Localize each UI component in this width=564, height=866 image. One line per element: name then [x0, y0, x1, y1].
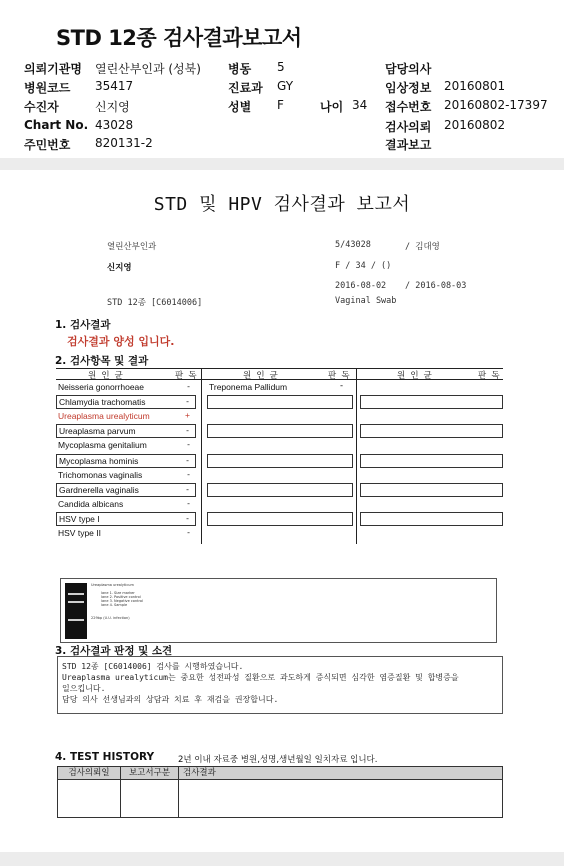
- history-col-header: 보고서구분: [121, 767, 179, 780]
- organism-row: [56, 439, 196, 453]
- col-organism-header: 원 인 균: [243, 371, 278, 381]
- organism-result: -: [187, 498, 190, 508]
- organism-name: Trichomonas vaginalis: [58, 470, 143, 480]
- field-value: F: [277, 98, 284, 112]
- field-value: 820131-2: [95, 136, 153, 150]
- empty-cell: [207, 424, 353, 438]
- summary-header: [0, 0, 564, 158]
- organism-row-positive: [56, 410, 196, 424]
- opinion-line: Ureaplasma urealyticum는 중요한 성전파성 질환으로 과도하게 증식되면 심각한 염증질환 및 합병증을: [62, 673, 459, 682]
- page-divider: [0, 158, 564, 170]
- field-label: 수진자: [24, 100, 59, 114]
- field-label: 병동: [228, 62, 252, 76]
- organism-result: +: [185, 410, 190, 420]
- organism-name: Candida albicans: [58, 499, 124, 509]
- history-cell: [58, 780, 121, 818]
- empty-cell: [207, 483, 353, 497]
- gel-band-note: 229bp (U.U. infection): [91, 616, 130, 620]
- field-value: 43028: [95, 118, 134, 132]
- organism-name: Gardnerella vaginalis: [59, 485, 139, 495]
- info-test: STD 12종 [C6014006]: [107, 298, 203, 308]
- empty-cell: [207, 454, 353, 468]
- gel-title: Ureaplasma urealyticum: [91, 583, 134, 587]
- field-value: 20160802: [444, 118, 506, 132]
- empty-cell: [360, 512, 503, 526]
- gel-lane: lane 2. Positive control: [101, 595, 141, 599]
- info-date-to: / 2016-08-03: [405, 281, 467, 291]
- organism-result: -: [186, 396, 189, 406]
- organism-result: -: [186, 484, 189, 494]
- gel-lane: lane 4. Sample: [101, 603, 128, 607]
- field-value: 35417: [95, 79, 134, 93]
- organism-name: Mycoplasma genitalium: [58, 440, 147, 450]
- empty-cell: [360, 454, 503, 468]
- col-result-header: 판 독: [478, 371, 500, 381]
- organism-result: -: [340, 381, 344, 391]
- gel-band: [68, 593, 84, 595]
- report-title: STD 및 HPV 검사결과 보고서: [153, 194, 411, 215]
- organism-row: [56, 424, 196, 438]
- gel-lane: lane 3. Negative control: [101, 599, 144, 603]
- organism-name: HSV type II: [58, 528, 101, 538]
- field-label: 임상정보: [385, 81, 432, 95]
- field-label: 성별: [228, 100, 252, 114]
- col-organism-header: 원 인 균: [397, 371, 432, 381]
- section-4-heading: 4. TEST HISTORY: [55, 751, 155, 763]
- page-divider: [0, 852, 564, 866]
- organism-result: -: [187, 469, 190, 479]
- field-value: 신지영: [95, 100, 130, 114]
- opinion-line: 담당 의사 선생님과의 상담과 치료 후 재검을 권장합니다.: [62, 695, 279, 704]
- organism-row: [56, 498, 196, 512]
- field-value: 열린산부인과 (성북): [95, 62, 201, 76]
- organism-row: [56, 454, 196, 468]
- field-value: 20160802-17397: [444, 98, 548, 112]
- organism-row: [56, 512, 196, 526]
- empty-cell: [360, 424, 503, 438]
- field-label: 결과보고: [385, 138, 432, 152]
- table-rule: [56, 368, 503, 369]
- field-label: 주민번호: [24, 138, 71, 152]
- table-rule: [201, 368, 202, 544]
- empty-cell: [207, 395, 353, 409]
- opinion-line: STD 12종 [C6014006] 검사를 시행하였습니다.: [62, 662, 244, 671]
- section-2-heading: 2. 검사항목 및 결과: [55, 355, 149, 367]
- field-label: Chart No.: [24, 118, 89, 132]
- organism-name: Chlamydia trachomatis: [59, 397, 146, 407]
- organism-row: [56, 395, 196, 409]
- organism-result: -: [187, 381, 190, 391]
- organism-name: Mycoplasma hominis: [59, 456, 139, 466]
- organism-row: [56, 469, 196, 483]
- table-rule: [356, 368, 357, 544]
- empty-cell: [207, 512, 353, 526]
- history-table: [57, 766, 503, 818]
- gel-lane: lane 1. Size marker: [101, 591, 135, 595]
- section-1-heading: 1. 검사결과: [55, 319, 111, 331]
- report-page: [0, 170, 564, 852]
- field-label: 담당의사: [385, 62, 432, 76]
- col-result-header: 판 독: [175, 371, 197, 381]
- opinion-line: 일으킵니다.: [62, 684, 106, 693]
- field-label: 진료과: [228, 81, 263, 95]
- history-col-header: 검사의뢰일: [58, 767, 121, 780]
- organism-name: HSV type I: [59, 514, 100, 524]
- opinion-box: [57, 656, 503, 714]
- organism-result: -: [186, 455, 189, 465]
- organism-result: -: [187, 527, 190, 537]
- history-col-header: 검사결과: [179, 767, 502, 780]
- gel-band: [68, 601, 84, 603]
- history-cell: [121, 780, 179, 818]
- field-value: 5: [277, 60, 285, 74]
- info-doctor: / 김대영: [405, 242, 440, 252]
- gel-band: [68, 619, 84, 621]
- info-date-from: 2016-08-02: [335, 281, 387, 291]
- organism-name: Neisseria gonorrhoeae: [58, 382, 144, 392]
- organism-row: [56, 381, 196, 395]
- page-title: STD 12종 검사결과보고서: [56, 26, 302, 50]
- gel-image: [65, 583, 87, 639]
- info-patient: 신지영: [107, 263, 132, 273]
- table-rule: [56, 379, 503, 380]
- col-result-header: 판 독: [328, 371, 350, 381]
- field-label: 검사의뢰: [385, 120, 432, 134]
- gel-electrophoresis-figure: [60, 578, 497, 643]
- col-organism-header: 원 인 균: [88, 371, 123, 381]
- info-sex-age: F / 34 / (): [335, 261, 392, 271]
- field-label: 접수번호: [385, 100, 432, 114]
- section-3-heading: 3. 검사결과 판정 및 소견: [55, 645, 173, 657]
- field-value: 20160801: [444, 79, 506, 93]
- empty-cell: [360, 395, 503, 409]
- organism-row: [56, 483, 196, 497]
- organism-result: -: [186, 425, 189, 435]
- info-specimen: Vaginal Swab: [335, 296, 397, 306]
- field-value: GY: [277, 79, 294, 93]
- info-hospital: 열린산부인과: [107, 242, 157, 252]
- field-value: 34: [352, 98, 368, 112]
- organism-row: [56, 527, 196, 541]
- field-label: 의뢰기관명: [24, 62, 82, 76]
- field-label: 나이: [320, 100, 344, 114]
- history-note: 2년 이내 자료중 병원,성명,생년월일 일치자료 입니다.: [178, 755, 378, 765]
- organism-name: Ureaplasma urealyticum: [58, 411, 150, 421]
- organism-result: -: [186, 513, 189, 523]
- info-code: 5/43028: [335, 240, 371, 250]
- organism-result: -: [187, 439, 190, 449]
- result-summary: 검사결과 양성 입니다.: [67, 335, 175, 348]
- empty-cell: [360, 483, 503, 497]
- organism-name: Ureaplasma parvum: [59, 426, 136, 436]
- organism-name: Treponema Pallidum: [209, 382, 288, 392]
- field-label: 병원코드: [24, 81, 71, 95]
